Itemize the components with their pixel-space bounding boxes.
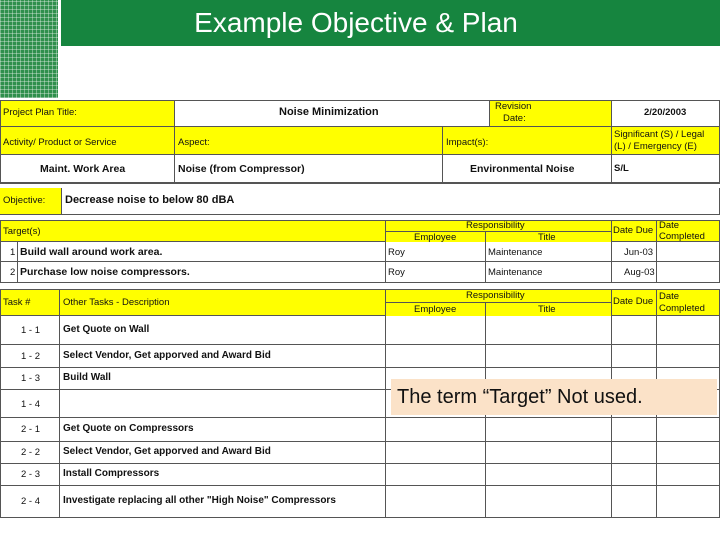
task-description-header: Other Tasks - Description (63, 297, 170, 308)
target-row-2-num-cell (0, 262, 18, 283)
task-row-8-desc: Investigate replacing all other "High Noise" Compressors (63, 495, 336, 506)
significant-label-line2: (L) / Emergency (E) (614, 141, 697, 152)
task-row-6-desc: Select Vendor, Get apporved and Award Bid (63, 446, 271, 457)
task-row-8-num-cell (0, 486, 60, 518)
task-row-1-num-cell (0, 316, 60, 345)
task-row-6-desc-cell (60, 442, 386, 464)
targets-label-cell (0, 220, 386, 242)
impact-value: Environmental Noise (470, 163, 575, 175)
targets-date-completed-cell (657, 220, 720, 242)
aspect-value: Noise (from Compressor) (178, 163, 305, 175)
task-row-5-num: 2 - 1 (21, 424, 41, 435)
tasks-date-completed-line2: Completed (659, 303, 705, 314)
target-row-1-employee: Roy (388, 247, 405, 258)
activity-value-cell (0, 155, 175, 183)
task-row-1-employee-cell (386, 316, 486, 345)
task-row-3-desc: Build Wall (63, 372, 111, 383)
task-row-8-completed-cell (657, 486, 720, 518)
task-row-5-title-cell (486, 418, 612, 442)
task-row-7-desc: Install Compressors (63, 468, 160, 479)
targets-employee-subcell (386, 231, 486, 242)
targets-date-due-cell (612, 220, 657, 242)
task-row-2-desc: Select Vendor, Get apporved and Award Bid (63, 350, 271, 361)
target-row-1-employee-cell (386, 242, 486, 262)
revision-date-cell (612, 100, 720, 127)
task-num-header: Task # (3, 297, 31, 308)
task-row-6-num: 2 - 2 (21, 447, 41, 458)
task-row-2-desc-cell (60, 345, 386, 368)
objective-label-cell (0, 188, 62, 215)
task-row-8-num: 2 - 4 (21, 496, 41, 507)
task-row-2-num: 1 - 2 (21, 351, 41, 362)
target-row-1-title-cell (486, 242, 612, 262)
task-row-8-due-cell (612, 486, 657, 518)
objective-value: Decrease noise to below 80 dBA (65, 194, 235, 206)
task-row-6-title-cell (486, 442, 612, 464)
task-row-5-num-cell (0, 418, 60, 442)
targets-title-label: Title (538, 232, 556, 242)
task-row-7-desc-cell (60, 464, 386, 486)
task-row-1-title-cell (486, 316, 612, 345)
task-row-1-completed-cell (657, 316, 720, 345)
target-row-2-num: 2 (10, 267, 16, 278)
task-row-2-title-cell (486, 345, 612, 368)
tasks-date-due-cell (612, 289, 657, 316)
targets-date-completed-line2: Completed (659, 231, 705, 242)
task-row-6-employee-cell (386, 442, 486, 464)
project-plan-title-label: Project Plan Title: (3, 107, 77, 118)
task-row-5-due-cell (612, 418, 657, 442)
target-row-2-employee: Roy (388, 267, 405, 278)
target-row-1-desc: Build wall around work area. (20, 246, 163, 258)
task-row-5-employee-cell (386, 418, 486, 442)
task-row-2-completed-cell (657, 345, 720, 368)
date-label: Date: (503, 113, 526, 124)
activity-value: Maint. Work Area (40, 163, 126, 175)
tasks-title-subcell (486, 302, 612, 316)
target-row-1-due-cell (612, 242, 657, 262)
tasks-responsibility-label: Responsibility (466, 290, 525, 301)
task-row-1-desc-cell (60, 316, 386, 345)
target-row-2-desc: Purchase low noise compressors. (20, 266, 190, 278)
task-row-8-desc-cell (60, 486, 386, 518)
decorative-pattern (0, 0, 58, 98)
tasks-employee-label: Employee (414, 304, 457, 315)
task-row-2-num-cell (0, 345, 60, 368)
tasks-date-completed-line1: Date (659, 291, 680, 302)
target-row-2-desc-cell (18, 262, 386, 283)
project-plan-title-label-cell (0, 100, 175, 127)
impacts-label: Impact(s): (446, 137, 489, 148)
tasks-title-label: Title (538, 304, 556, 315)
callout-note: The term “Target” Not used. (391, 379, 717, 415)
target-row-1-due: Jun-03 (624, 247, 654, 258)
task-row-5-desc: Get Quote on Compressors (63, 423, 194, 434)
impact-value-cell (443, 155, 612, 183)
task-row-7-num: 2 - 3 (21, 469, 41, 480)
targets-responsibility-label: Responsibility (466, 220, 525, 231)
target-row-2-due: Aug-03 (624, 267, 655, 278)
tasks-date-completed-cell (657, 289, 720, 316)
slide-title: Example Objective & Plan (194, 7, 518, 38)
task-row-4-num: 1 - 4 (21, 399, 41, 410)
aspect-label: Aspect: (178, 137, 210, 148)
revision-date-value: 2/20/2003 (644, 107, 687, 118)
significant-value-cell (612, 155, 720, 183)
task-row-8-employee-cell (386, 486, 486, 518)
activity-label: Activity/ Product or Service (3, 137, 117, 148)
task-num-header-cell (0, 289, 60, 316)
task-row-8-title-cell (486, 486, 612, 518)
task-row-1-num: 1 - 1 (21, 325, 41, 336)
targets-label: Target(s) (3, 226, 41, 237)
task-row-7-due-cell (612, 464, 657, 486)
target-row-1-num-cell (0, 242, 18, 262)
target-row-2-title: Maintenance (488, 267, 543, 278)
project-plan-title-value: Noise Minimization (279, 106, 379, 118)
target-row-1-desc-cell (18, 242, 386, 262)
targets-responsibility-cell (386, 220, 612, 242)
target-row-2-title-cell (486, 262, 612, 283)
targets-title-subcell (486, 231, 612, 242)
task-row-4-desc-cell (60, 390, 386, 418)
task-row-1-desc: Get Quote on Wall (63, 324, 150, 335)
task-row-6-num-cell (0, 442, 60, 464)
target-row-1-title: Maintenance (488, 247, 543, 258)
task-row-2-due-cell (612, 345, 657, 368)
revision-label: Revision (495, 101, 532, 112)
target-row-2-employee-cell (386, 262, 486, 283)
activity-label-cell (0, 127, 175, 155)
targets-date-due-label: Date Due (613, 225, 654, 236)
tasks-employee-subcell (386, 302, 486, 316)
tasks-responsibility-cell (386, 289, 612, 316)
aspect-value-cell (175, 155, 443, 183)
task-row-3-num: 1 - 3 (21, 373, 41, 384)
task-row-3-num-cell (0, 368, 60, 390)
target-row-2-due-cell (612, 262, 657, 283)
target-row-1-completed-cell (657, 242, 720, 262)
task-row-6-completed-cell (657, 442, 720, 464)
task-row-7-employee-cell (386, 464, 486, 486)
task-row-7-num-cell (0, 464, 60, 486)
task-row-5-completed-cell (657, 418, 720, 442)
targets-date-completed-line1: Date (659, 220, 680, 231)
significant-label-cell (612, 127, 720, 155)
task-row-5-desc-cell (60, 418, 386, 442)
revision-date-label-cell (490, 100, 612, 127)
task-row-4-num-cell (0, 390, 60, 418)
task-row-7-title-cell (486, 464, 612, 486)
target-row-1-num: 1 (10, 247, 16, 258)
aspect-label-cell (175, 127, 443, 155)
significant-value: S/L (614, 163, 629, 174)
target-row-2-completed-cell (657, 262, 720, 283)
project-plan-title-cell (175, 100, 490, 127)
task-description-header-cell (60, 289, 386, 316)
impacts-label-cell (443, 127, 612, 155)
task-row-1-due-cell (612, 316, 657, 345)
task-row-2-employee-cell (386, 345, 486, 368)
task-row-3-desc-cell (60, 368, 386, 390)
task-row-7-completed-cell (657, 464, 720, 486)
targets-employee-label: Employee (414, 232, 457, 242)
objective-value-cell (62, 188, 720, 215)
task-row-6-due-cell (612, 442, 657, 464)
tasks-date-due-label: Date Due (613, 296, 654, 307)
significant-label-line1: Significant (S) / Legal (614, 129, 705, 140)
objective-label: Objective: (3, 195, 46, 206)
